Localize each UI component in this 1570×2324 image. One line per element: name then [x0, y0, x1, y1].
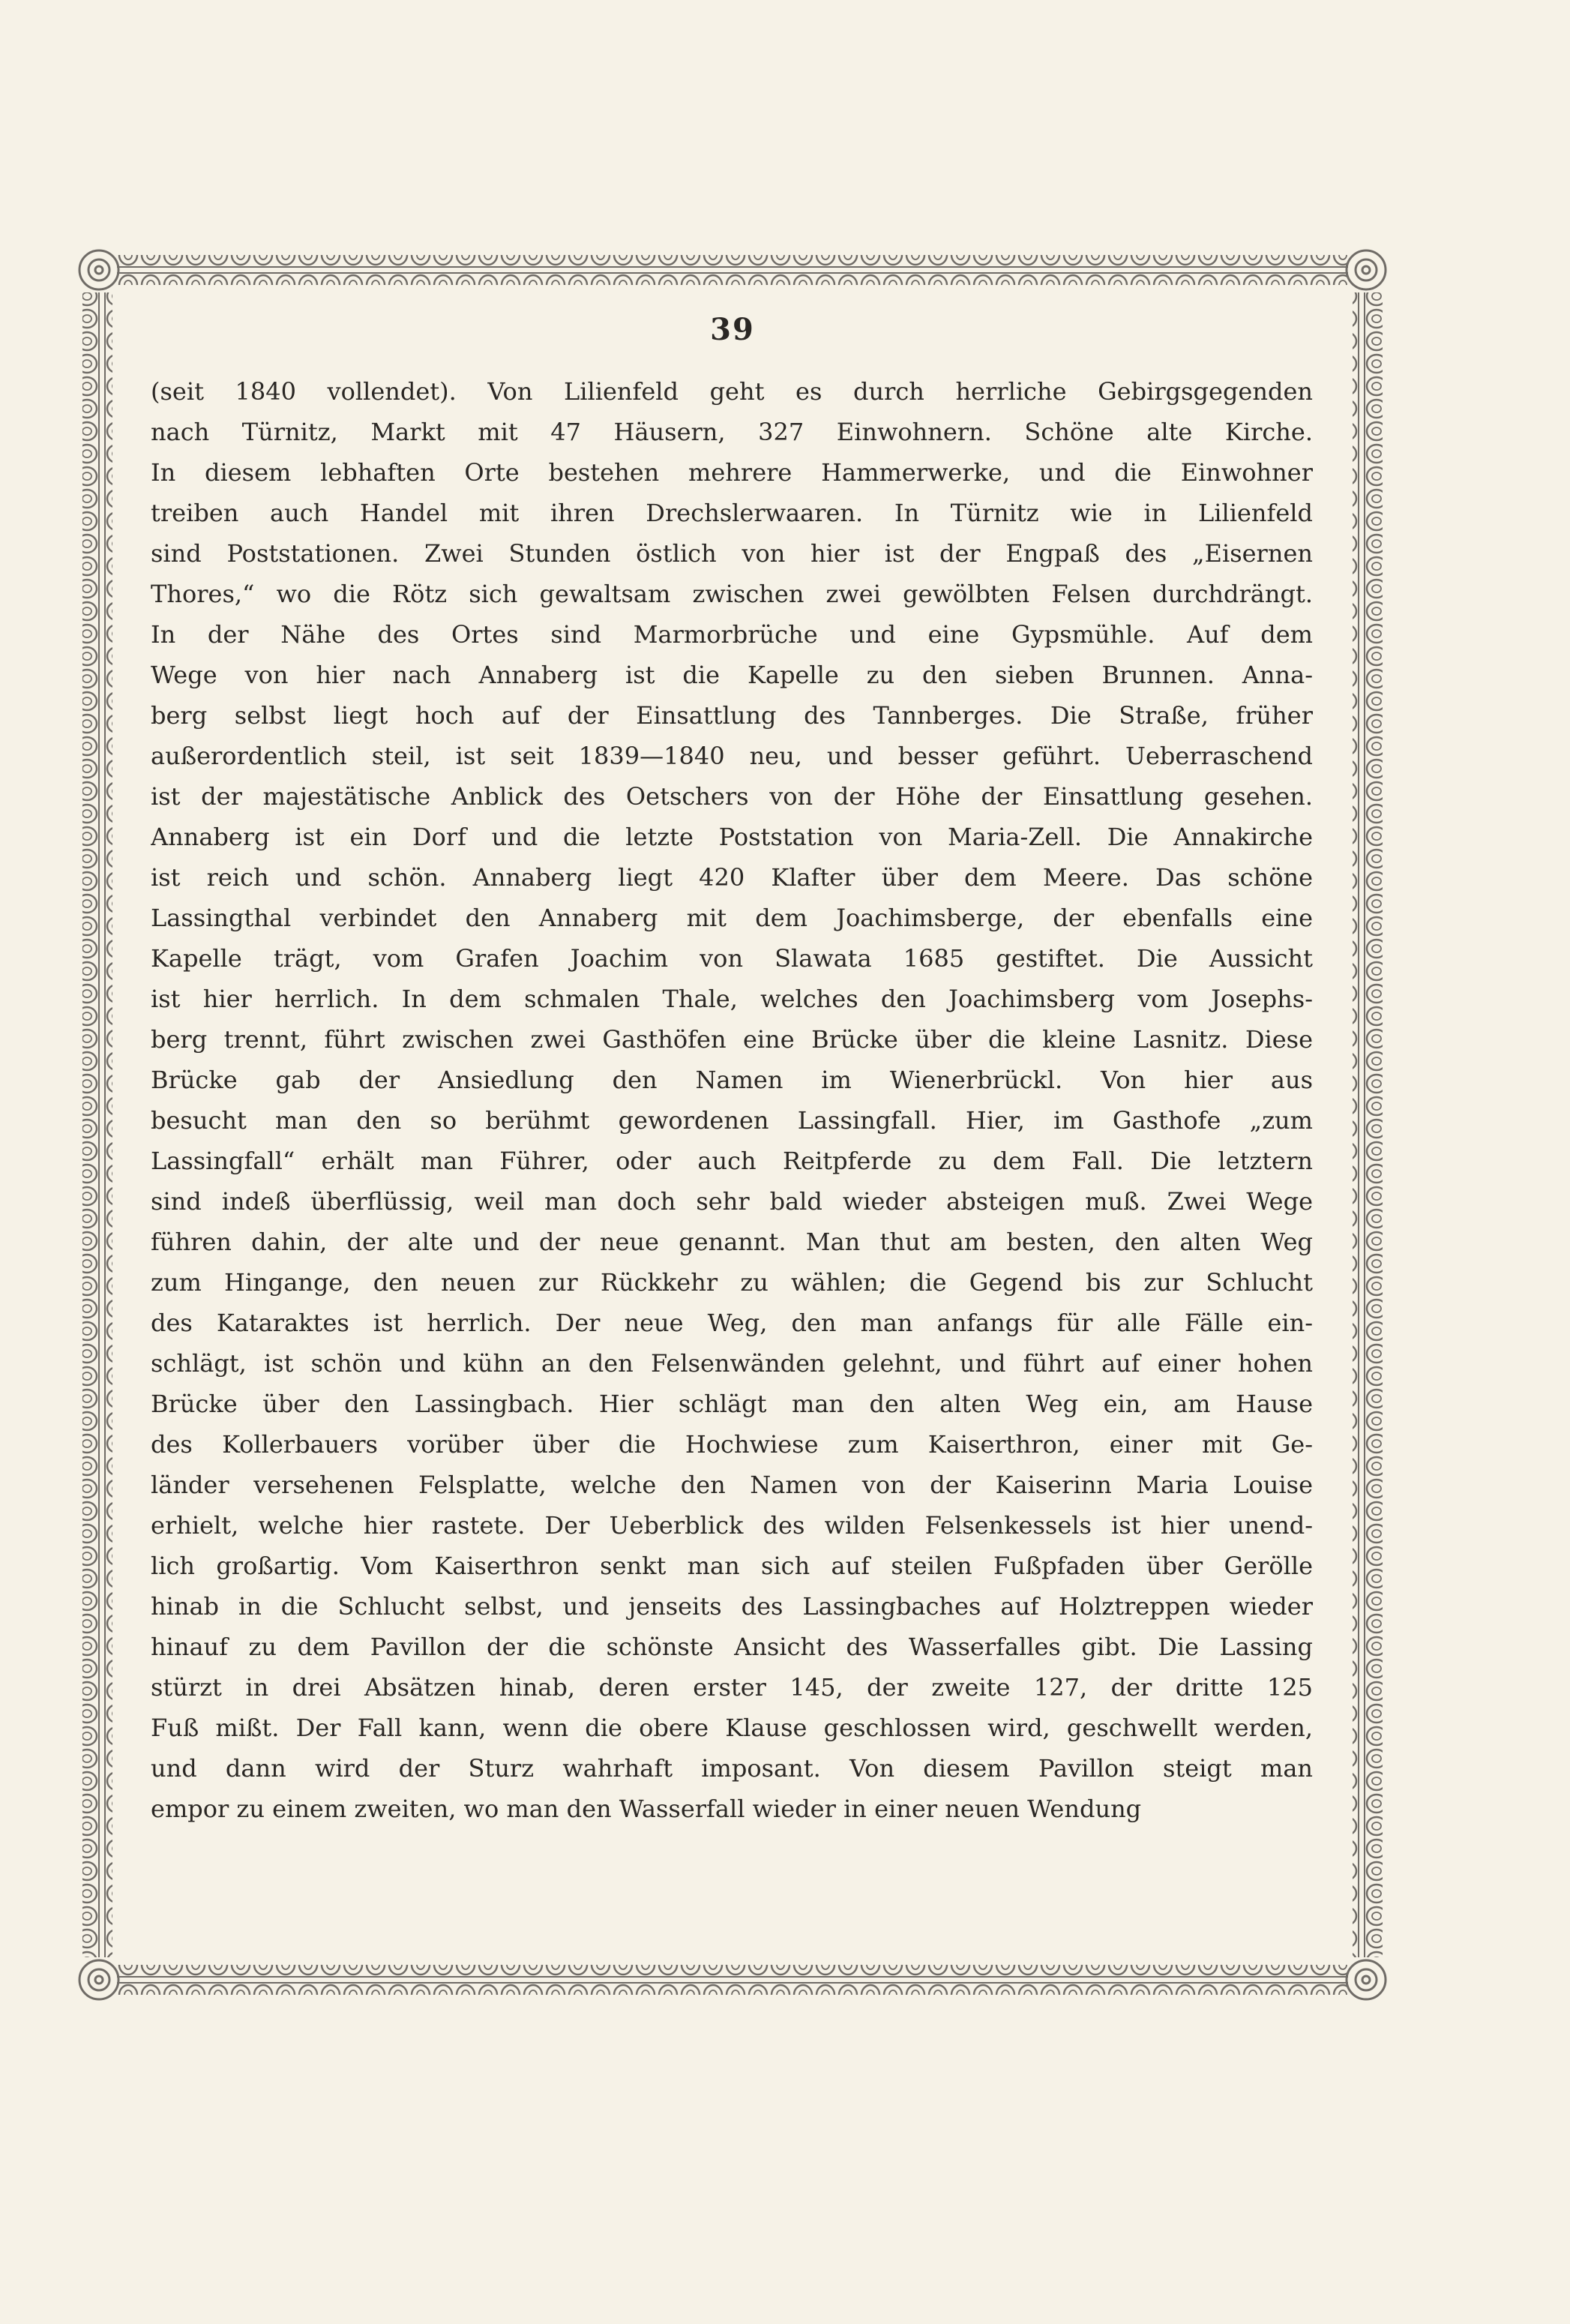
text-line: des Kollerbauers vorüber über die Hochwiese zum Kaiserthron, einer mit Ge- [151, 1430, 1313, 1459]
text-line: länder versehenen Felsplatte, welche den Namen von der Kaiserinn Maria Louise [151, 1471, 1313, 1499]
text-line: treiben auch Handel mit ihren Drechslerwaaren. In Türnitz wie in Lilienfeld [151, 499, 1313, 527]
text-line: lich großartig. Vom Kaiserthron senkt man sich auf steilen Fußpfaden über Gerölle [151, 1552, 1313, 1580]
text-line: Kapelle trägt, vom Grafen Joachim von Slawata 1685 gestiftet. Die Aussicht [151, 944, 1313, 973]
text-line: berg trennt, führt zwischen zwei Gasthöfen eine Brücke über die kleine Lasnitz. Diese [151, 1025, 1313, 1054]
text-line: ist hier herrlich. In dem schmalen Thale, welches den Joachimsberg vom Josephs- [151, 985, 1313, 1013]
page-number: 39 [710, 312, 755, 347]
text-line: In diesem lebhaften Orte bestehen mehrere Hammerwerke, und die Einwohner [151, 458, 1313, 487]
body-text [151, 371, 1313, 1829]
text-line: des Kataraktes ist herrlich. Der neue Weg, den man anfangs für alle Fälle ein- [151, 1309, 1313, 1337]
text-line: empor zu einem zweiten, wo man den Wasserfall wieder in einer neuen Wendung [151, 1795, 1142, 1823]
text-line: zum Hingange, den neuen zur Rückkehr zu wählen; die Gegend bis zur Schlucht [151, 1268, 1313, 1297]
text-line: Lassingthal verbindet den Annaberg mit dem Joachimsberge, der ebenfalls eine [151, 904, 1313, 932]
text-line: führen dahin, der alte und der neue genannt. Man thut am besten, den alten Weg [151, 1228, 1313, 1256]
text-line: sind Poststationen. Zwei Stunden östlich von hier ist der Engpaß des „Eisernen [151, 539, 1313, 568]
text-line: nach Türnitz, Markt mit 47 Häusern, 327 Einwohnern. Schöne alte Kirche. [151, 418, 1313, 446]
text-line: schlägt, ist schön und kühn an den Felsenwänden gelehnt, und führt auf einer hohen [151, 1349, 1313, 1378]
ornamental-border-frame [72, 240, 1393, 2010]
text-line: besucht man den so berühmt gewordenen Lassingfall. Hier, im Gasthofe „zum [151, 1106, 1313, 1135]
text-line: Lassingfall“ erhält man Führer, oder auch Reitpferde zu dem Fall. Die letztern [151, 1147, 1313, 1175]
text-line: Thores,“ wo die Rötz sich gewaltsam zwischen zwei gewölbten Felsen durchdrängt. [151, 580, 1313, 608]
text-line: stürzt in drei Absätzen hinab, deren erster 145, der zweite 127, der dritte 125 [151, 1673, 1313, 1702]
text-line: ist reich und schön. Annaberg liegt 420 Klafter über dem Meere. Das schöne [151, 863, 1313, 892]
text-line: (seit 1840 vollendet). Von Lilienfeld geht es durch herrliche Gebirgsgegenden [151, 377, 1313, 406]
text-line: sind indeß überflüssig, weil man doch sehr bald wieder absteigen muß. Zwei Wege [151, 1187, 1313, 1216]
text-line: hinauf zu dem Pavillon der die schönste Ansicht des Wasserfalles gibt. Die Lassing [151, 1633, 1313, 1661]
text-line: und dann wird der Sturz wahrhaft imposant. Von diesem Pavillon steigt man [151, 1754, 1313, 1783]
text-line: Fuß mißt. Der Fall kann, wenn die obere Klause geschlossen wird, geschwellt werden, [151, 1714, 1313, 1742]
text-line: ist der majestätische Anblick des Oetschers von der Höhe der Einsattlung gesehen. [151, 782, 1313, 811]
text-line: erhielt, welche hier rastete. Der Ueberblick des wilden Felsenkessels ist hier unend- [151, 1511, 1313, 1540]
text-line: Brücke gab der Ansiedlung den Namen im Wienerbrückl. Von hier aus [151, 1066, 1313, 1094]
text-line: In der Nähe des Ortes sind Marmorbrüche und eine Gypsmühle. Auf dem [151, 620, 1313, 649]
text-line: berg selbst liegt hoch auf der Einsattlung des Tannberges. Die Straße, früher [151, 701, 1313, 730]
text-line: außerordentlich steil, ist seit 1839—1840 neu, und besser geführt. Ueberraschend [151, 742, 1313, 770]
text-line: Wege von hier nach Annaberg ist die Kapelle zu den sieben Brunnen. Anna- [151, 661, 1313, 689]
text-line: hinab in die Schlucht selbst, und jenseits des Lassingbaches auf Holztreppen wieder [151, 1592, 1313, 1621]
text-line: Brücke über den Lassingbach. Hier schlägt man den alten Weg ein, am Hause [151, 1390, 1313, 1418]
text-line: Annaberg ist ein Dorf und die letzte Poststation von Maria-Zell. Die Annakirche [151, 823, 1313, 851]
